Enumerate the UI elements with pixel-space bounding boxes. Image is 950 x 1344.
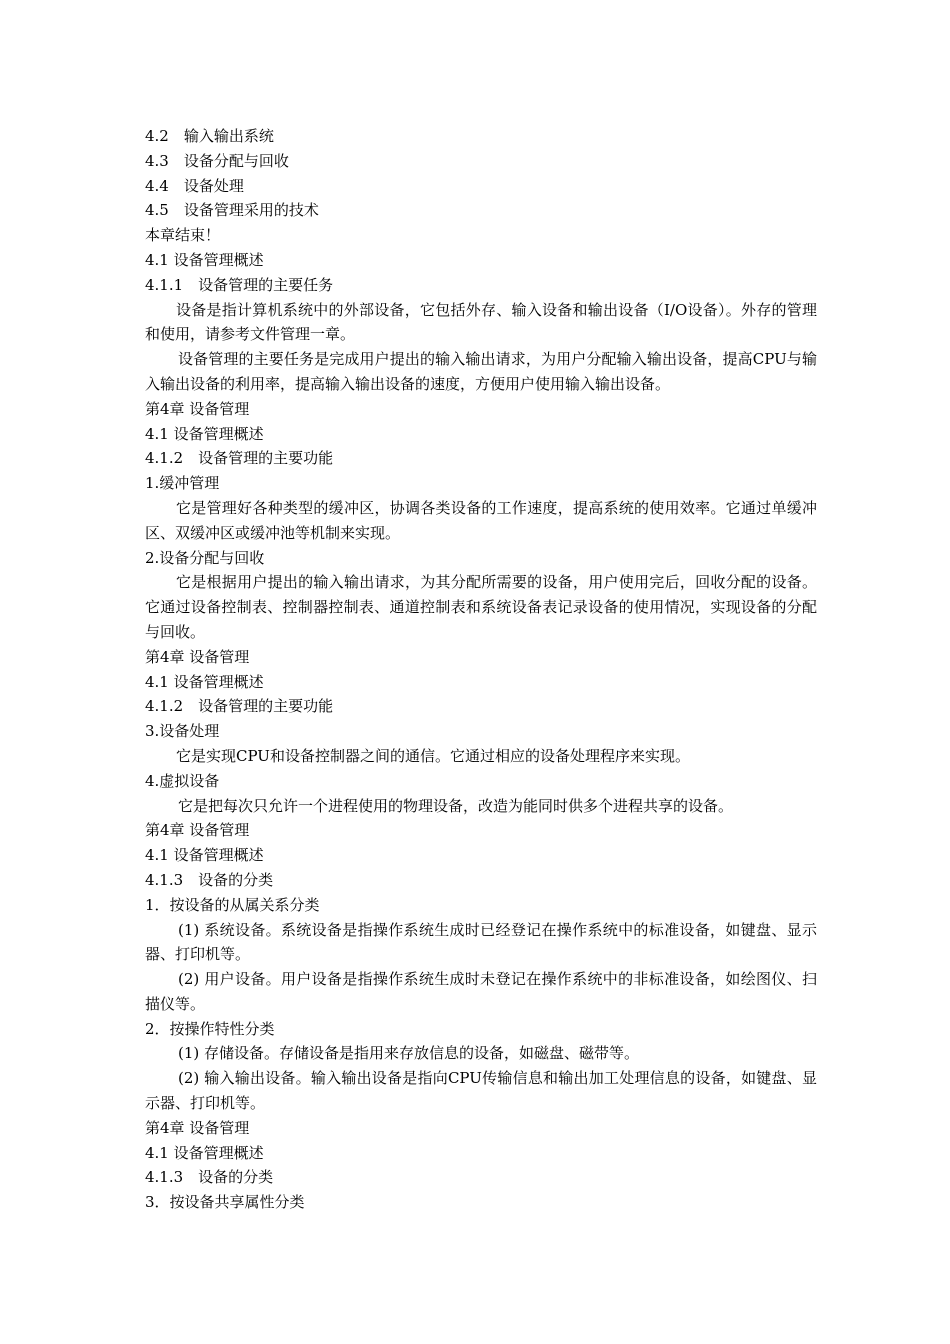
chapter-heading: 第4章 设备管理 [145,399,250,418]
section-heading: 4.1 设备管理概述 [145,672,264,691]
body-paragraph: 它是实现CPU和设备控制器之间的通信。它通过相应的设备处理程序来实现。 [176,746,690,765]
section-heading: 4.1 设备管理概述 [145,250,264,269]
body-paragraph: (1) 系统设备。系统设备是指操作系统生成时已经登记在操作系统中的标准设备，如键盘、显示器、打印机等。 [145,920,817,964]
item-heading: 3．按设备共享属性分类 [145,1193,305,1212]
item-heading: 1．按设备的从属关系分类 [145,895,320,914]
chapter-heading: 第4章 设备管理 [145,821,250,840]
section-heading: 4.1 设备管理概述 [145,846,264,865]
item-heading: 4.虚拟设备 [145,771,220,790]
chapter-heading: 第4章 设备管理 [145,647,250,666]
chapter-heading: 第4章 设备管理 [145,1118,250,1137]
subsection-heading: 4.1.2 设备管理的主要功能 [145,697,334,716]
item-heading: 3.设备处理 [145,722,220,741]
body-paragraph: 它是根据用户提出的输入输出请求，为其分配所需要的设备，用户使用完后，回收分配的设备。它通过设备控制表、控制器控制表、通道控制表和系统设备表记录设备的使用情况，实现设备的分配与回收。 [145,573,817,641]
item-heading: 2.设备分配与回收 [145,548,265,567]
item-heading: 2．按操作特性分类 [145,1019,275,1038]
body-paragraph: 它是管理好各种类型的缓冲区，协调各类设备的工作速度，提高系统的使用效率。它通过单缓冲区、双缓冲区或缓冲池等机制来实现。 [145,498,817,542]
body-paragraph: (2) 用户设备。用户设备是指操作系统生成时未登记在操作系统中的非标准设备，如绘图仪、扫描仪等。 [145,970,817,1013]
toc-entry: 4.3 设备分配与回收 [145,151,289,170]
body-paragraph: 设备是指计算机系统中的外部设备，它包括外存、输入设备和输出设备（I/O设备）。外存的管理和使用，请参考文件管理一章。 [145,300,817,344]
subsection-heading: 4.1.3 设备的分类 [145,870,274,889]
body-paragraph: (1) 存储设备。存储设备是指用来存放信息的设备，如磁盘、磁带等。 [178,1044,640,1063]
body-paragraph: 它是把每次只允许一个进程使用的物理设备，改造为能同时供多个进程共享的设备。 [178,796,734,815]
body-paragraph: 设备管理的主要任务是完成用户提出的输入输出请求，为用户分配输入输出设备，提高CPU与输入输出设备的利用率，提高输入输出设备的速度，方便用户使用输入输出设备。 [145,350,817,393]
chapter-end-note: 本章结束！ [145,226,221,245]
document-body [145,124,817,1215]
toc-entry: 4.2 输入输出系统 [145,127,274,145]
subsection-heading: 4.1.1 设备管理的主要任务 [145,275,334,294]
subsection-heading: 4.1.3 设备的分类 [145,1168,274,1187]
section-heading: 4.1 设备管理概述 [145,1143,264,1162]
subsection-heading: 4.1.2 设备管理的主要功能 [145,449,334,468]
body-paragraph: (2) 输入输出设备。输入输出设备是指向CPU传输信息和输出加工处理信息的设备，如键盘、显示器、打印机等。 [145,1069,817,1113]
item-heading: 1.缓冲管理 [145,474,220,493]
toc-entry: 4.4 设备处理 [145,176,244,195]
toc-entry: 4.5 设备管理采用的技术 [145,201,319,220]
section-heading: 4.1 设备管理概述 [145,424,264,443]
